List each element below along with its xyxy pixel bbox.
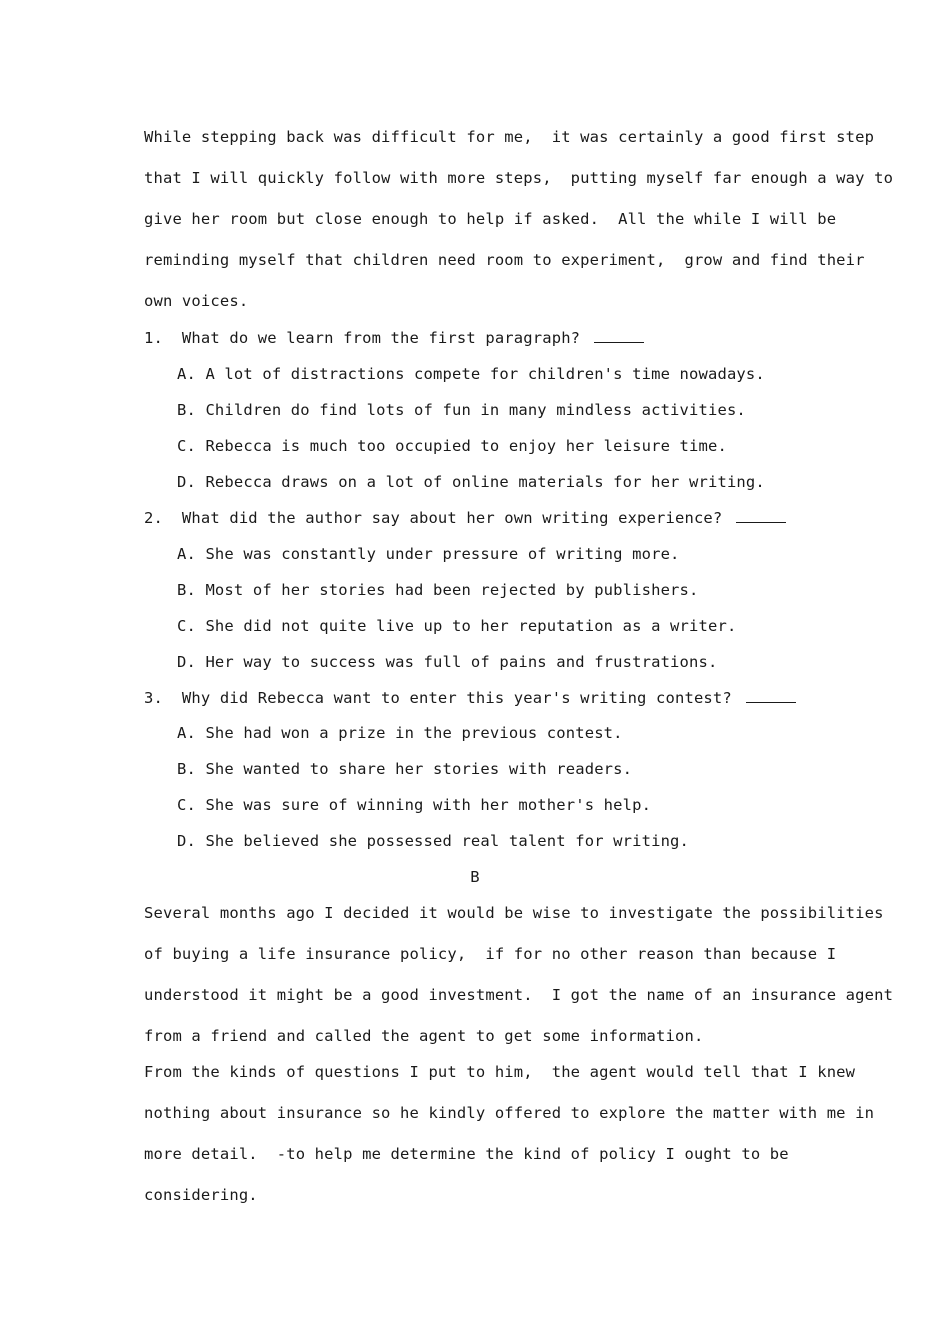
option-c: C. She did not quite live up to her reputation as a writer.: [177, 617, 737, 635]
passage-line: From the kinds of questions I put to him, the agent would tell that I knew: [144, 1063, 856, 1081]
option-b: B. Children do find lots of fun in many mindless activities.: [177, 401, 746, 419]
passage-line: from a friend and called the agent to get some information.: [144, 1027, 704, 1045]
passage-line: Several months ago I decided it would be wise to investigate the possibilities: [144, 904, 884, 922]
question-1: [144, 328, 644, 348]
passage-line: more detail. -to help me determine the kind of policy I ought to be: [144, 1145, 789, 1163]
section-heading: B: [470, 868, 480, 886]
answer-blank: [736, 508, 786, 523]
passage-line: own voices.: [144, 292, 249, 310]
passage-line: that I will quickly follow with more steps, putting myself far enough a way to: [144, 169, 894, 187]
answer-blank: [594, 328, 644, 343]
passage-line: reminding myself that children need room to experiment, grow and find their: [144, 251, 865, 269]
passage-line: give her room but close enough to help if asked. All the while I will be: [144, 210, 837, 228]
question-stem: 1. What do we learn from the first paragraph?: [144, 329, 581, 347]
option-a: A. She had won a prize in the previous contest.: [177, 724, 623, 742]
option-c: C. She was sure of winning with her mother's help.: [177, 796, 652, 814]
passage-line: considering.: [144, 1186, 258, 1204]
option-c: C. Rebecca is much too occupied to enjoy her leisure time.: [177, 437, 727, 455]
passage-line: understood it might be a good investment. I got the name of an insurance agent: [144, 986, 894, 1004]
option-b: B. She wanted to share her stories with readers.: [177, 760, 633, 778]
passage-line: nothing about insurance so he kindly offered to explore the matter with me in: [144, 1104, 875, 1122]
option-d: D. She believed she possessed real talent for writing.: [177, 832, 690, 850]
option-d: D. Her way to success was full of pains and frustrations.: [177, 653, 718, 671]
answer-blank: [746, 688, 796, 703]
option-a: A. She was constantly under pressure of writing more.: [177, 545, 680, 563]
passage-line: While stepping back was difficult for me, it was certainly a good first step: [144, 128, 875, 146]
question-stem: 2. What did the author say about her own writing experience?: [144, 509, 723, 527]
question-3: [144, 688, 796, 708]
question-stem: 3. Why did Rebecca want to enter this year's writing contest?: [144, 689, 732, 707]
question-2: [144, 508, 786, 528]
option-a: A. A lot of distractions compete for children's time nowadays.: [177, 365, 765, 383]
option-b: B. Most of her stories had been rejected by publishers.: [177, 581, 699, 599]
passage-line: of buying a life insurance policy, if for no other reason than because I: [144, 945, 837, 963]
option-d: D. Rebecca draws on a lot of online materials for her writing.: [177, 473, 765, 491]
